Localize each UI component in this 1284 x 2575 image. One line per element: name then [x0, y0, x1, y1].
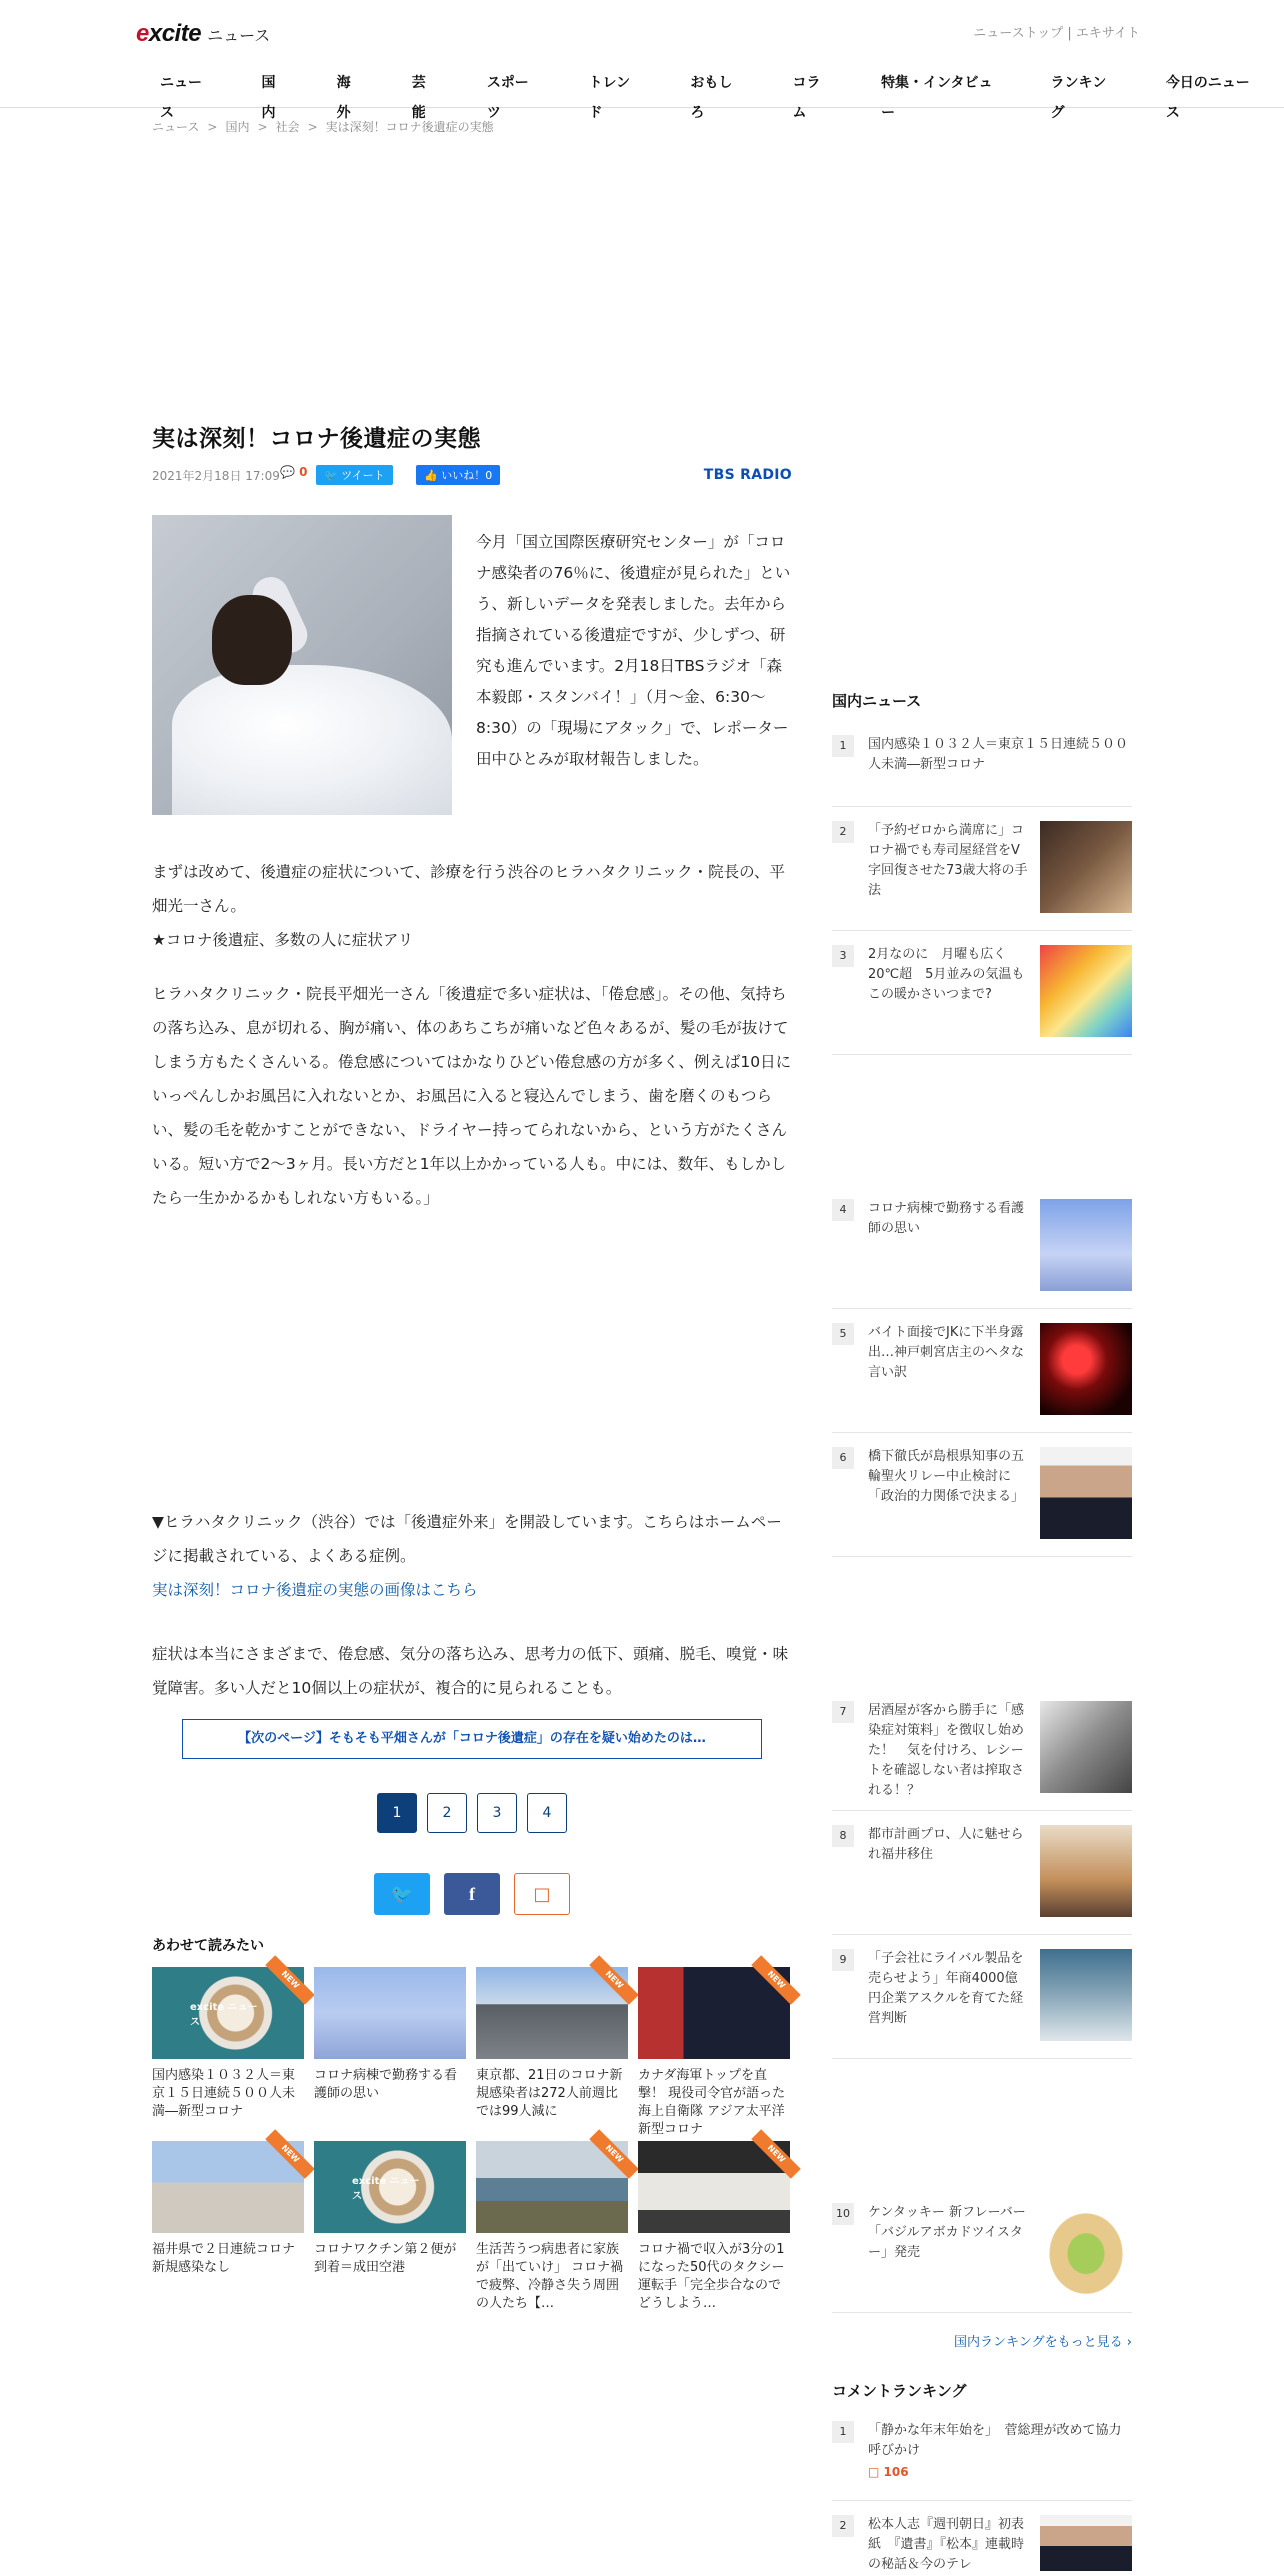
- pagination: [152, 1793, 792, 1833]
- related-thumb: [476, 1967, 628, 2059]
- page-4-button[interactable]: 4: [527, 1793, 567, 1833]
- related-item-3[interactable]: [476, 1967, 628, 2121]
- rank-title: 橋下徹氏が島根県知事の五輪聖火リレー中止検討に「政治的力関係で決まる」: [868, 1449, 1025, 1504]
- logo-text: excite: [136, 20, 202, 47]
- thumbs-up-icon: 👍: [424, 469, 438, 482]
- rank-title: コロナ病棟で勤務する看護師の思い: [868, 1201, 1025, 1236]
- article-title: 実は深刻！コロナ後遺症の実態: [152, 426, 481, 452]
- more-ranking-label: 国内ランキングをもっと見る: [954, 2335, 1123, 2350]
- photo-sheet-shape: [172, 665, 452, 815]
- body-paragraph-4: 症状は本当にさまざまで、倦怠感、気分の落ち込み、思考力の低下、頭痛、脱毛、嗅覚・味覚障害。多い人だと10個以上の症状が、複合的に見られることも。: [152, 1645, 789, 1697]
- related-thumb: [314, 2141, 466, 2233]
- rank-number: 1: [832, 2421, 854, 2443]
- comment-ranking-item-2[interactable]: [832, 2501, 1132, 2571]
- nav-item-overseas[interactable]: 海外: [336, 75, 351, 121]
- share-comment-button[interactable]: [514, 1873, 570, 1915]
- rank-photo: [1040, 945, 1132, 1037]
- comment-ranking-item-1[interactable]: [832, 2407, 1132, 2501]
- article: [152, 420, 792, 2311]
- rank-photo: [1040, 2203, 1132, 2295]
- nav-item-entertainment[interactable]: 芸能: [411, 75, 426, 121]
- ranking-item-4[interactable]: [832, 1185, 1132, 1309]
- article-date: 2021年2月18日 17:09: [152, 469, 280, 483]
- logo-suffix: ニュース: [207, 25, 271, 45]
- share-buttons: [152, 1873, 792, 1915]
- body-paragraph-3: ▼ヒラハタクリニック（渋谷）では「後遺症外来」を開設しています。こちらはホームページに掲載されている、よくある症例。: [152, 1513, 782, 1565]
- rank-title: 2月なのに 月曜も広く20℃超 5月並みの気温も この暖かさいつまで?: [868, 947, 1038, 1002]
- lead-paragraph: 今月「国立国際医療研究センター」が「コロナ感染者の76％に、後遺症が見られた」という、新しいデータを発表しました。去年から指摘されている後遺症ですが、少しずつ、研究も進んでいます。2月18日TBSラジオ「森本毅郎・スタンバイ！」（月～金、6:30～8:30）の「現場にアタック」で、レポーター田中ひとみが取材報告しました。: [476, 533, 791, 768]
- related-thumb: [638, 1967, 790, 2059]
- breadcrumb-sep: >: [207, 120, 218, 134]
- rank-number: 3: [832, 945, 854, 967]
- page-2-button[interactable]: 2: [427, 1793, 467, 1833]
- ranking-item-9[interactable]: [832, 1935, 1132, 2059]
- breadcrumb-news[interactable]: ニュース: [152, 120, 200, 134]
- rank-photo: [1040, 1825, 1132, 1917]
- rank-number: 8: [832, 1825, 854, 1847]
- breadcrumb-domestic[interactable]: 国内: [225, 120, 250, 134]
- next-page-link[interactable]: 【次のページ】そもそも平畑さんが「コロナ後遺症」の存在を疑い始めたのは…: [182, 1719, 762, 1759]
- related-caption: 生活苦うつ病患者に家族が「出ていけ」 コロナ禍で疲弊、冷静さ失う周囲の人たち【…: [476, 2242, 624, 2311]
- rank-title: 「予約ゼロから満席に」コロナ禍でも寿司屋経営をV字回復させた73歳大将の手法: [868, 823, 1028, 898]
- rank-title: ケンタッキー 新フレーバー「バジルアボカドツイスター」発売: [868, 2205, 1026, 2260]
- body-paragraph-1: まずは改めて、後遺症の症状について、診療を行う渋谷のヒラハタクリニック・院長の、平畑光一さん。: [152, 863, 786, 915]
- rank-number: 6: [832, 1447, 854, 1469]
- tweet-button[interactable]: [316, 465, 393, 485]
- photo-head-shape: [212, 595, 292, 685]
- rank-title: 「子会社にライバル製品を売らせよう」年商4000億円企業アスクルを育てた経営判断: [868, 1951, 1024, 2026]
- source-logo[interactable]: TBS RADIO: [703, 467, 792, 483]
- article-meta: [152, 463, 792, 487]
- page-1-button[interactable]: 1: [377, 1793, 417, 1833]
- comment-count: 0: [299, 465, 308, 479]
- new-badge: NEW: [265, 2129, 314, 2178]
- ad-space: [832, 1055, 1132, 1185]
- ad-space: [152, 1215, 792, 1505]
- new-badge: NEW: [589, 2129, 638, 2178]
- rank-title: 国内感染１０３２人＝東京１５日連続５００人未満―新型コロナ: [868, 737, 1129, 772]
- comment-icon: 💬: [280, 465, 295, 479]
- rank-number: 2: [832, 2515, 854, 2537]
- separator: |: [1067, 26, 1076, 41]
- body-subheading: ★コロナ後遺症、多数の人に症状アリ: [152, 931, 414, 949]
- related-caption: 福井県で２日連続コロナ新規感染なし: [152, 2242, 296, 2275]
- excite-watermark: excite ニュース: [352, 2176, 420, 2202]
- related-thumb: [152, 1967, 304, 2059]
- related-caption: コロナ禍で収入が3分の1になった50代のタクシー運転手「完全歩合なのでどうしよう…: [638, 2242, 785, 2311]
- nav-item-ranking[interactable]: ランキング: [1050, 75, 1107, 121]
- nav-item-feature[interactable]: 特集・インタビュー: [881, 75, 993, 121]
- facebook-f-icon: f: [469, 1883, 475, 1904]
- breadcrumb-sep: >: [257, 120, 268, 134]
- new-badge: NEW: [751, 2129, 800, 2178]
- ranking-item-10[interactable]: [832, 2189, 1132, 2313]
- chevron-right-icon: ›: [1126, 2335, 1132, 2350]
- twitter-bird-icon: 🐦: [324, 469, 338, 482]
- tweet-label: ツイート: [341, 469, 385, 482]
- breadcrumb-sep: >: [307, 120, 318, 134]
- ranking-item-8[interactable]: [832, 1811, 1132, 1935]
- excite-link[interactable]: エキサイト: [1075, 26, 1140, 41]
- rank-photo: [1040, 1199, 1132, 1291]
- new-badge: NEW: [265, 1955, 314, 2004]
- related-thumb: [314, 1967, 466, 2059]
- related-heading: あわせて読みたい: [152, 1938, 264, 1954]
- rank-title: 居酒屋が客から勝手に「感染症対策料」を徴収し始めた！ 気を付けろ、レシートを確認しない者は搾取される！？: [868, 1703, 1025, 1798]
- nav-item-funny[interactable]: おもしろ: [690, 75, 733, 121]
- ranking-item-5[interactable]: [832, 1309, 1132, 1433]
- nav-item-news[interactable]: ニュース: [160, 75, 202, 121]
- ranking-item-1[interactable]: [832, 721, 1132, 807]
- rank-number: 9: [832, 1949, 854, 1971]
- like-button[interactable]: [416, 465, 500, 485]
- rank-title: 松本人志『週刊朝日』初表紙 『遺書』『松本』連載時の秘話＆今のテレ: [868, 2517, 1025, 2572]
- comment-icon: □: [533, 1883, 551, 1905]
- lead-photo-woman-in-bed[interactable]: [152, 515, 452, 815]
- body-paragraph-2: ヒラハタクリニック・院長平畑光一さん「後遺症で多い症状は、「倦怠感」。その他、気持ちの落ち込み、息が切れる、胸が痛い、体のあちこちが痛いなど色々あるが、髪の毛が抜けてしまう方もたくさんいる。倦怠感についてはかなりひどい倦怠感の方が多く、例えば10日にいっぺんしかお風呂に入れないとか、お風呂に入ると寝込んでしまう、歯を磨くのもつらい、髪の毛を乾かすことができない、ドライヤー持ってられないから、という方がたくさんいる。短い方で2～3ヶ月。長い方だと1年以上かかっている人も。中には、数年、もしかしたら一生かかるかもしれない方もいる。」: [152, 985, 792, 1207]
- nav-item-trend[interactable]: トレンド: [588, 75, 631, 121]
- related-thumb: [152, 2141, 304, 2233]
- rank-title: バイト面接でJKに下半身露出…神戸刺宮店主のヘタな言い訳: [868, 1325, 1025, 1380]
- rank-number: 4: [832, 1199, 854, 1221]
- nav-item-sports[interactable]: スポーツ: [486, 75, 529, 121]
- ad-space: [832, 2059, 1132, 2189]
- share-twitter-button[interactable]: [374, 1873, 430, 1915]
- like-label: いいね！0: [441, 469, 493, 482]
- related-item-1[interactable]: [152, 1967, 304, 2121]
- breadcrumb: [152, 118, 494, 135]
- related-item-7[interactable]: [476, 2141, 628, 2311]
- comment-count-link[interactable]: [280, 465, 308, 479]
- more-ranking-link[interactable]: [832, 2331, 1132, 2350]
- rank-photo: [1040, 1701, 1132, 1793]
- rank-title: 都市計画プロ、人に魅せられ福井移住: [868, 1827, 1024, 1862]
- sidebar: [832, 680, 1132, 2571]
- related-caption: コロナ病棟で勤務する看護師の思い: [314, 2068, 458, 2101]
- ad-space: [832, 1557, 1132, 1687]
- image-gallery-link[interactable]: 実は深刻！コロナ後遺症の実態の画像はこちら: [152, 1581, 478, 1599]
- related-item-6[interactable]: [314, 2141, 466, 2295]
- comment-count: 106: [883, 2465, 909, 2479]
- new-badge: NEW: [751, 1955, 800, 2004]
- nav-item-domestic[interactable]: 国内: [261, 75, 276, 121]
- rank-number: 2: [832, 821, 854, 843]
- related-item-2[interactable]: [314, 1967, 466, 2121]
- comment-count-badge: [868, 2465, 1132, 2479]
- related-thumb: [476, 2141, 628, 2233]
- breadcrumb-society[interactable]: 社会: [275, 120, 300, 134]
- rank-number: 7: [832, 1701, 854, 1723]
- rank-number: 10: [832, 2203, 854, 2225]
- ranking-item-7[interactable]: [832, 1687, 1132, 1811]
- related-caption: コロナワクチン第２便が到着＝成田空港: [314, 2242, 457, 2275]
- rank-photo: [1040, 821, 1132, 913]
- rank-photo: [1040, 1323, 1132, 1415]
- comment-ranking-heading: コメントランキング: [832, 2382, 967, 2400]
- excite-watermark: excite ニュース: [190, 2002, 258, 2028]
- rank-photo: [1040, 2515, 1132, 2571]
- ranking-item-2[interactable]: [832, 807, 1132, 931]
- rank-number: 5: [832, 1323, 854, 1345]
- twitter-bird-icon: 🐦: [390, 1883, 414, 1905]
- share-facebook-button[interactable]: [444, 1873, 500, 1915]
- sidebar-heading: 国内ニュース: [832, 692, 922, 710]
- rank-photo: [1040, 1949, 1132, 2041]
- global-nav: [136, 68, 1284, 121]
- page-3-button[interactable]: 3: [477, 1793, 517, 1833]
- related-caption: カナダ海軍トップを直撃！ 現役司令官が語った海上自衛隊 アジア太平洋 新型コロナ: [638, 2068, 786, 2137]
- rank-photo: [1040, 1447, 1132, 1539]
- nav-item-today[interactable]: 今日のニュース: [1165, 75, 1250, 121]
- breadcrumb-current: 実は深刻！コロナ後遺症の実態: [325, 120, 494, 134]
- related-caption: 国内感染１０３２人＝東京１５日連続５００人未満―新型コロナ: [152, 2068, 296, 2119]
- related-caption: 東京都、21日のコロナ新規感染者は272人前週比では99人減に: [476, 2068, 623, 2119]
- news-top-link[interactable]: ニューストップ: [973, 26, 1064, 41]
- excite-news-logo[interactable]: [136, 14, 270, 54]
- related-item-4[interactable]: [638, 1967, 790, 2137]
- ranking-item-6[interactable]: [832, 1433, 1132, 1557]
- comment-icon: □: [868, 2465, 880, 2479]
- rank-number: 1: [832, 735, 854, 757]
- rank-title: 「静かな年末年始を」 菅総理が改めて協力呼びかけ: [868, 2423, 1122, 2458]
- new-badge: NEW: [589, 1955, 638, 2004]
- header-links: [973, 22, 1140, 41]
- ranking-item-3[interactable]: [832, 931, 1132, 1055]
- site-header: [0, 0, 1284, 121]
- related-articles: [152, 1967, 792, 2311]
- nav-item-column[interactable]: コラム: [792, 75, 821, 121]
- related-thumb: [638, 2141, 790, 2233]
- lead-section: [152, 515, 792, 855]
- related-item-8[interactable]: [638, 2141, 790, 2311]
- related-item-5[interactable]: [152, 2141, 304, 2295]
